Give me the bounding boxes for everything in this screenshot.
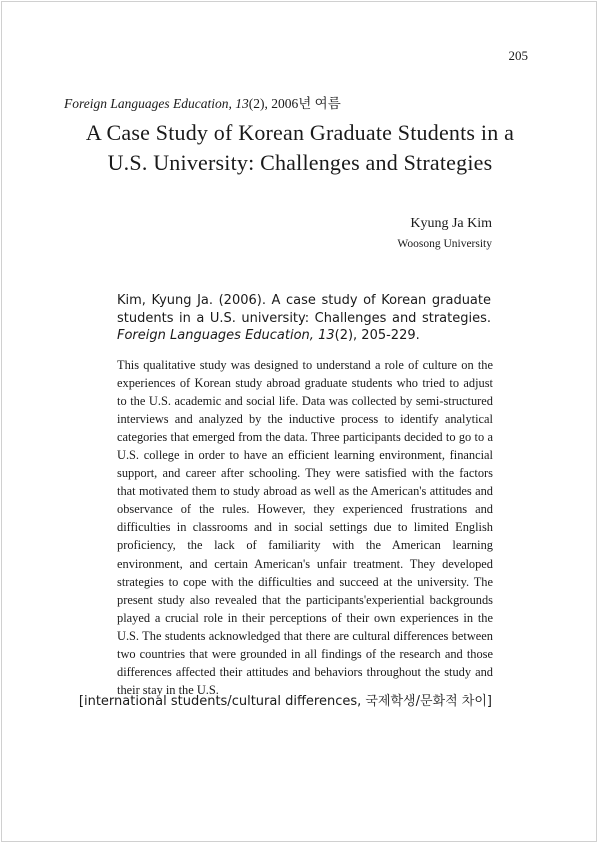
- citation-pages: (2), 205-229.: [334, 328, 420, 343]
- journal-header: [64, 92, 341, 112]
- citation: [117, 292, 491, 345]
- citation-text: Kim, Kyung Ja. (2006). A case study of Korean graduate students in a U.S. university: Challenges and strategies.: [117, 293, 491, 326]
- abstract: This qualitative study was designed to understand a role of culture on the experiences of Korean study abroad graduate students who tried to adjust to the U.S. academic and social life. Data was collected by semi-structured interviews and analyzed by the inductive process to identify analytical categories that emerged from the data. Three participants decided to go to a U.S. college in order to have an efficient learning environment, financial support, and career after schooling. They were satisfied with the factors that motivated them to study abroad as well as the American's attitudes and observance of the rules. However, they experienced frustrations and difficulties in classrooms and in social settings due to limited English proficiency, the lack of familiarity with the American learning environment, and certain American's unfair treatment. They developed strategies to cope with the difficulties and succeed at the university. The present study also revealed that the participants'experiential backgrounds played a crucial role in their perceptions of their own experiences in the U.S. The students acknowledged that there are cultural differences between two countries that were grounded in all findings of the research and those differences affected their attitudes and behaviors throughout the study and their stay in the U.S.: [117, 358, 493, 697]
- journal-year-season: 2006년 여름: [271, 96, 341, 111]
- citation-journal: Foreign Languages Education,: [117, 328, 314, 343]
- author-affiliation: Woosong University: [397, 238, 492, 250]
- paper-title-line-1: A Case Study of Korean Graduate Students in a: [85, 120, 515, 145]
- paper-title-line-2: U.S. University: Challenges and Strategies: [107, 150, 493, 175]
- journal-issue: (2),: [248, 96, 268, 111]
- citation-volume: 13: [318, 328, 335, 343]
- paper-title: [40, 118, 560, 178]
- journal-volume: 13: [235, 96, 249, 111]
- page-number: 205: [508, 48, 528, 63]
- keywords: [international students/cultural differences, 국제학생/문화적 차이]: [78, 694, 492, 709]
- author-name: Kyung Ja Kim: [410, 216, 492, 231]
- journal-name: Foreign Languages Education,: [64, 96, 232, 111]
